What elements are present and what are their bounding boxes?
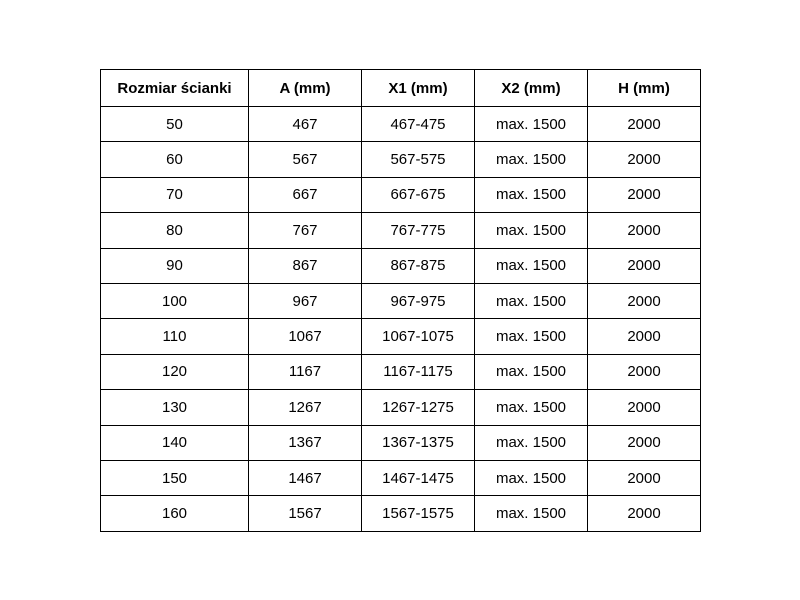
table-cell: max. 1500: [475, 283, 588, 318]
table-cell: 1467: [249, 460, 362, 495]
table-cell: 1567-1575: [362, 496, 475, 531]
table-cell: 467-475: [362, 107, 475, 142]
table-cell: 967: [249, 283, 362, 318]
table-cell: 1467-1475: [362, 460, 475, 495]
table-cell: 1367: [249, 425, 362, 460]
table-cell: 90: [101, 248, 249, 283]
table-cell: 80: [101, 213, 249, 248]
dimensions-table-container: [100, 69, 700, 532]
table-cell: 2000: [588, 283, 701, 318]
table-row: [101, 319, 701, 354]
table-cell: 150: [101, 460, 249, 495]
table-cell: 567: [249, 142, 362, 177]
table-cell: 2000: [588, 354, 701, 389]
table-cell: 2000: [588, 213, 701, 248]
table-cell: 1067: [249, 319, 362, 354]
table-cell: max. 1500: [475, 460, 588, 495]
table-cell: max. 1500: [475, 354, 588, 389]
table-cell: max. 1500: [475, 177, 588, 212]
table-cell: 1067-1075: [362, 319, 475, 354]
table-row: [101, 496, 701, 531]
table-header-row: [101, 70, 701, 107]
dimensions-table: [100, 69, 701, 532]
table-cell: 60: [101, 142, 249, 177]
table-cell: 2000: [588, 319, 701, 354]
table-cell: 1567: [249, 496, 362, 531]
column-header-x2: X2 (mm): [475, 70, 588, 107]
table-cell: 867: [249, 248, 362, 283]
table-row: [101, 354, 701, 389]
table-cell: max. 1500: [475, 425, 588, 460]
table-cell: 130: [101, 390, 249, 425]
table-cell: 2000: [588, 460, 701, 495]
column-header-wall-size: Rozmiar ścianki: [101, 70, 249, 107]
table-row: [101, 107, 701, 142]
table-cell: 567-575: [362, 142, 475, 177]
table-row: [101, 283, 701, 318]
table-row: [101, 390, 701, 425]
table-cell: max. 1500: [475, 213, 588, 248]
table-cell: 1167: [249, 354, 362, 389]
table-cell: 100: [101, 283, 249, 318]
table-cell: 1367-1375: [362, 425, 475, 460]
table-body: [101, 107, 701, 532]
table-cell: max. 1500: [475, 390, 588, 425]
table-cell: 120: [101, 354, 249, 389]
table-cell: 140: [101, 425, 249, 460]
table-cell: max. 1500: [475, 142, 588, 177]
table-cell: 2000: [588, 496, 701, 531]
table-cell: max. 1500: [475, 496, 588, 531]
table-row: [101, 248, 701, 283]
table-row: [101, 425, 701, 460]
table-cell: 2000: [588, 177, 701, 212]
table-row: [101, 460, 701, 495]
table-cell: 767-775: [362, 213, 475, 248]
table-cell: 2000: [588, 142, 701, 177]
table-cell: 70: [101, 177, 249, 212]
table-cell: 1267: [249, 390, 362, 425]
table-cell: 50: [101, 107, 249, 142]
table-cell: max. 1500: [475, 319, 588, 354]
table-row: [101, 177, 701, 212]
table-cell: 667: [249, 177, 362, 212]
table-row: [101, 213, 701, 248]
table-cell: 1267-1275: [362, 390, 475, 425]
table-cell: 2000: [588, 425, 701, 460]
table-cell: 2000: [588, 107, 701, 142]
table-cell: 2000: [588, 248, 701, 283]
table-cell: 1167-1175: [362, 354, 475, 389]
column-header-a: A (mm): [249, 70, 362, 107]
table-row: [101, 142, 701, 177]
table-cell: max. 1500: [475, 248, 588, 283]
table-cell: 110: [101, 319, 249, 354]
table-cell: 467: [249, 107, 362, 142]
table-cell: 160: [101, 496, 249, 531]
column-header-h: H (mm): [588, 70, 701, 107]
table-cell: 967-975: [362, 283, 475, 318]
table-cell: 767: [249, 213, 362, 248]
column-header-x1: X1 (mm): [362, 70, 475, 107]
table-cell: 2000: [588, 390, 701, 425]
table-cell: max. 1500: [475, 107, 588, 142]
table-cell: 867-875: [362, 248, 475, 283]
table-cell: 667-675: [362, 177, 475, 212]
